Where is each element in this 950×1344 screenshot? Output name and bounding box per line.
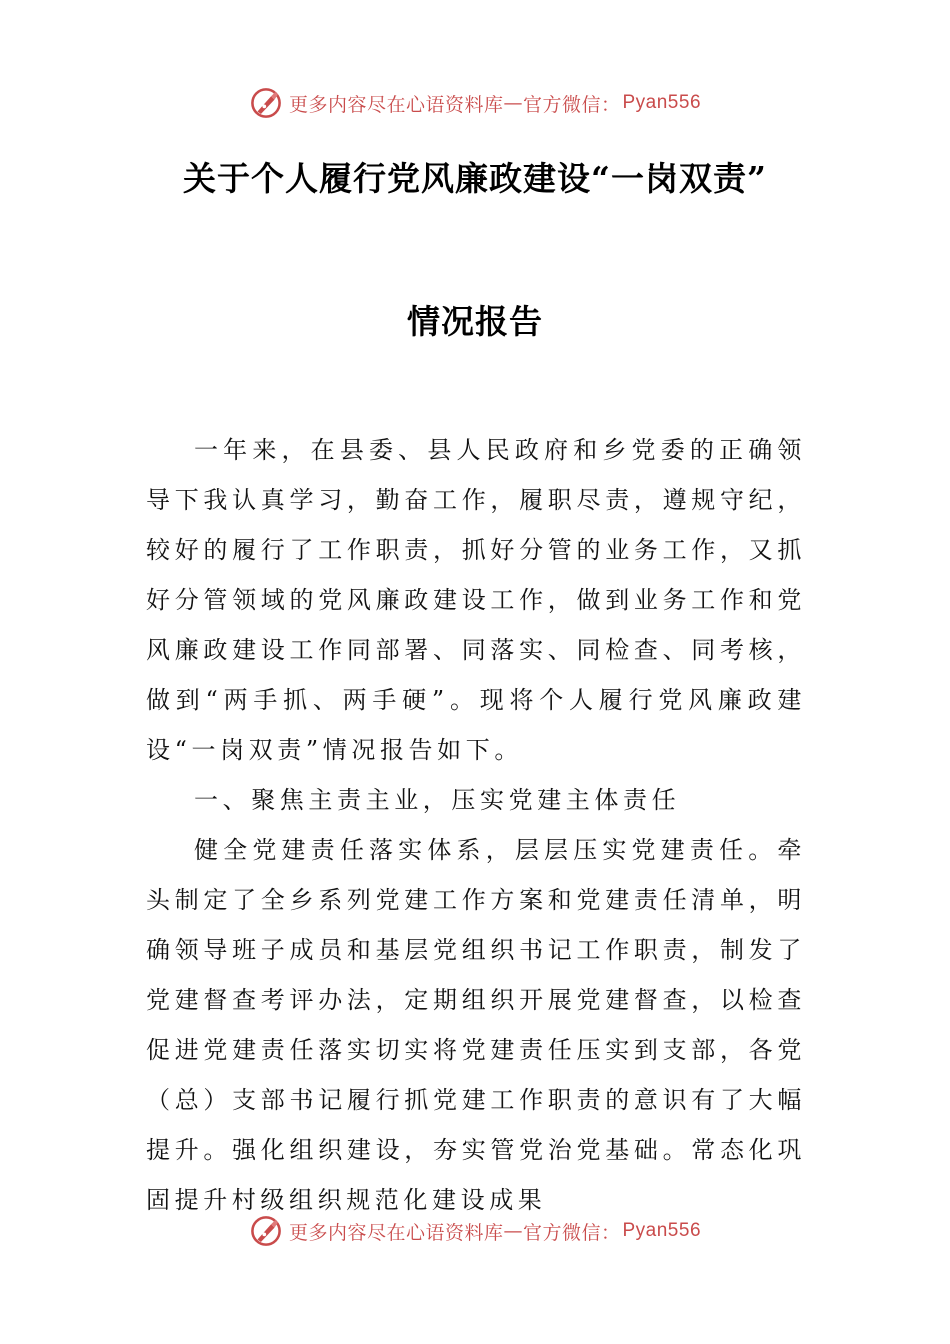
watermark-dash: —: [503, 1220, 523, 1242]
watermark-banner-top: [0, 80, 950, 126]
pen-nib-logo-icon: [249, 1214, 283, 1248]
watermark-banner-bottom: [0, 1208, 950, 1254]
body-paragraph-section-1: 健全党建责任落实体系，层层压实党建责任。牵头制定了全乡系列党建工作方案和党建责任清单，明确领导班子成员和基层党组织书记工作职责，制发了党建督查考评办法，定期组织开展党建督查，以检查促进党建责任落实切实将党建责任压实到支部，各党（总）支部书记履行抓党建工作职责的意识有了大幅提升。强化组织建设，夯实管党治党基础。常态化巩固提升村级组织规范化建设成果: [146, 836, 806, 1214]
watermark-site-text: 更多内容尽在心语资料库: [288, 1221, 504, 1244]
watermark-dash: —: [503, 92, 523, 114]
watermark-wechat-id: Pyan556: [622, 1220, 702, 1241]
document-title-line-2: 情况报告: [407, 302, 543, 341]
watermark-wechat-label: 官方微信：: [522, 1221, 621, 1244]
pen-nib-logo-icon: [249, 86, 283, 120]
body-paragraph-intro: 一年来，在县委、县人民政府和乡党委的正确领导下我认真学习，勤奋工作，履职尽责，遵规守纪，较好的履行了工作职责，抓好分管的业务工作，又抓好分管领域的党风廉政建设工作，做到业务工作和党风廉政建设工作同部署、同落实、同检查、同考核，做到“两手抓、两手硬”。现将个人履行党风廉政建设“一岗双责”情况报告如下。: [146, 436, 806, 764]
watermark-wechat-label: 官方微信：: [522, 93, 621, 116]
document-title-line-1: 关于个人履行党风廉政建设“一岗双责”: [183, 159, 767, 198]
document-body: [146, 425, 806, 1225]
watermark-site-text: 更多内容尽在心语资料库: [288, 93, 504, 116]
watermark-wechat-id: Pyan556: [622, 92, 702, 113]
section-heading-1: 一、聚焦主责主业，压实党建主体责任: [194, 786, 681, 814]
